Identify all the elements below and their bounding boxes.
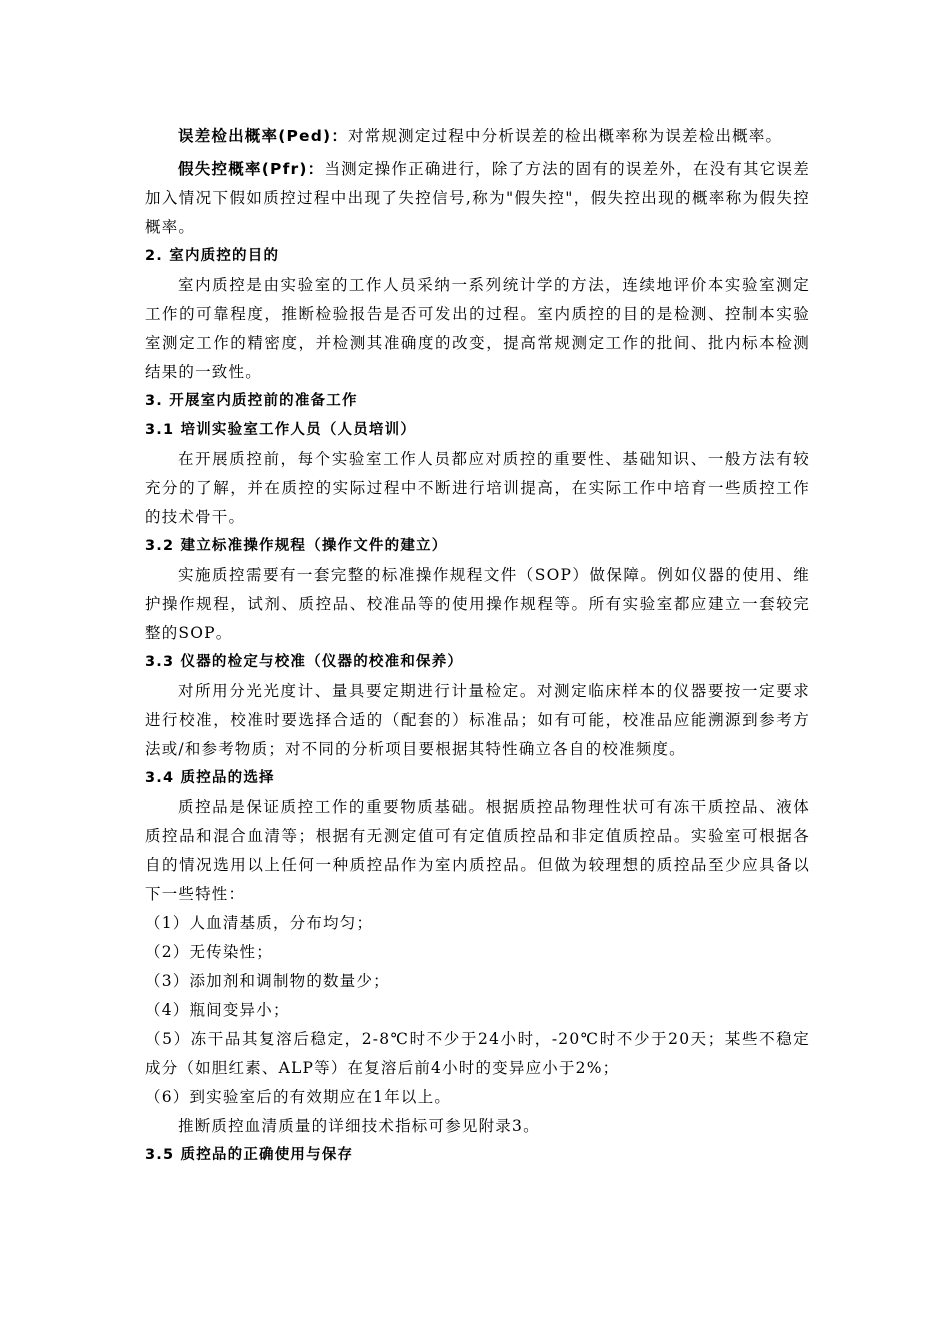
- list-item: （3）添加剂和调制物的数量少；: [145, 972, 390, 990]
- paragraph-section-3-2: 实施质控需要有一套完整的标准操作规程文件（SOP）做保障。例如仪器的使用、维护操作规程，试剂、质控品、校准品等的使用操作规程等。所有实验室都应建立一套较完整的SOP。: [145, 566, 810, 642]
- paragraph-section-2: 室内质控是由实验室的工作人员采纳一系列统计学的方法，连续地评价本实验室测定工作的可靠程度，推断检验报告是否可发出的过程。室内质控的目的是检测、控制本实验室测定工作的精密度，并检测其准确度的改变，提高常规测定工作的批间、批内标本检测结果的一致性。: [145, 276, 810, 381]
- heading-section-3-1: 3.1 培训实验室工作人员（人员培训）: [145, 422, 417, 438]
- definition-pfr-text: 当测定操作正确进行，除了方法的固有的误差外，在没有其它误差加入情况下假如质控过程中出现了失控信号,称为"假失控"，假失控出现的概率称为假失控概率。: [145, 160, 810, 236]
- list-item: （4）瓶间变异小；: [145, 1001, 290, 1019]
- document-page: [145, 122, 810, 1170]
- definition-ped: [145, 122, 810, 151]
- paragraph-section-3-3: 对所用分光光度计、量具要定期进行计量检定。对测定临床样本的仪器要按一定要求进行校准，校准时要选择合适的（配套的）标准品；如有可能，校准品应能溯源到参考方法或/和参考物质；对不同的分析项目要根据其特性确立各自的校准频度。: [145, 682, 810, 758]
- term-ped: 误差检出概率(Ped)：: [178, 127, 349, 145]
- paragraph-section-3-1: 在开展质控前，每个实验室工作人员都应对质控的重要性、基础知识、一般方法有较充分的了解，并在质控的实际过程中不断进行培训提高，在实际工作中培育一些质控工作的技术骨干。: [145, 450, 810, 526]
- paragraph-section-3-4-note: 推断质控血清质量的详细技术指标可参见附录3。: [178, 1117, 540, 1135]
- paragraph-section-3-4: 质控品是保证质控工作的重要物质基础。根据质控品物理性状可有冻干质控品、液体质控品和混合血清等；根据有无测定值可有定值质控品和非定值质控品。实验室可根据各自的情况选用以上任何一种质控品作为室内质控品。但做为较理想的质控品至少应具备以下一些特性：: [145, 798, 810, 903]
- definition-ped-text: 对常规测定过程中分析误差的检出概率称为误差检出概率。: [348, 127, 783, 145]
- definition-pfr: [145, 155, 810, 242]
- heading-section-2: 2. 室内质控的目的: [145, 248, 280, 264]
- heading-section-3-3: 3.3 仪器的检定与校准（仪器的校准和保养）: [145, 654, 464, 670]
- heading-section-3: 3. 开展室内质控前的准备工作: [145, 393, 358, 409]
- heading-section-3-4: 3.4 质控品的选择: [145, 770, 275, 786]
- list-item: （6）到实验室后的有效期应在1年以上。: [145, 1088, 452, 1106]
- heading-section-3-5: 3.5 质控品的正确使用与保存: [145, 1147, 354, 1163]
- list-item: （1）人血清基质，分布均匀；: [145, 914, 374, 932]
- list-item: （5）冻干品其复溶后稳定，2-8℃时不少于24小时，-20℃时不少于20天；某些不稳定成分（如胆红素、ALP等）在复溶后前4小时的变异应小于2%；: [145, 1030, 810, 1077]
- term-pfr: 假失控概率(Pfr)：: [178, 160, 325, 178]
- list-item: （2）无传染性；: [145, 943, 273, 961]
- heading-section-3-2: 3.2 建立标准操作规程（操作文件的建立）: [145, 538, 448, 554]
